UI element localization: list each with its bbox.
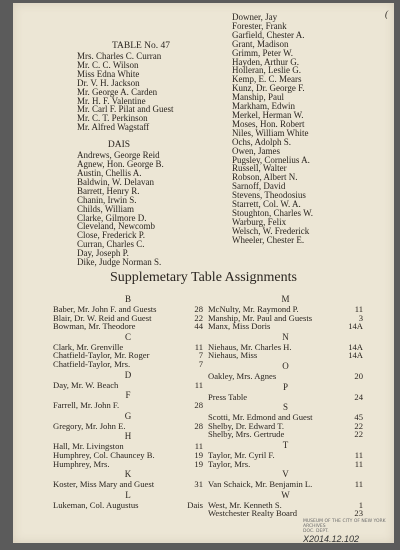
table-number: 22: [354, 420, 363, 431]
guest-name: Taylor, Mr. Cyril F.: [208, 449, 275, 460]
table-number: 45: [354, 412, 363, 423]
guest-name: Chatfield-Taylor, Mr. Roger: [53, 350, 150, 361]
guest-name: Mr. Alfred Wagstaff: [77, 122, 150, 133]
assignment-row: [53, 360, 203, 369]
guest-name: Holleran, Leslie G.: [232, 65, 301, 76]
assignment-row: [53, 401, 203, 410]
table-number: 11: [194, 441, 203, 452]
guest-name: Chanin, Irwin S.: [77, 194, 137, 205]
guest-name: Kemp, E. C. Mears: [232, 74, 302, 85]
guest-name: Chatfield-Taylor, Mrs.: [53, 358, 131, 369]
guest-name: Pugsley, Cornelius A.: [232, 154, 310, 165]
table-number: 22: [194, 312, 203, 323]
guest-name: Manx, Miss Doris: [208, 321, 271, 332]
guest-name: Farrell, Mr. John F.: [53, 400, 120, 411]
guest-name: Manship, Paul: [232, 92, 285, 103]
table-guest-list: [77, 52, 227, 132]
dais-guest-list: [77, 151, 227, 267]
guest-name: West, Mr. Kenneth S.: [208, 499, 282, 510]
guest-name: Stevens, Theodosius: [232, 190, 306, 201]
table-number: 11: [354, 304, 363, 314]
table-number: 24: [354, 391, 363, 402]
dais-guest-list-continued: [232, 13, 382, 245]
program-page: [13, 3, 394, 543]
guest-name: Mr. C. T. Perkinson: [77, 113, 148, 124]
guest-name: Agnew, Hon. George B.: [77, 159, 164, 170]
guest-name: Mrs. Charles C. Curran: [77, 51, 162, 61]
assignment-row: [208, 372, 363, 381]
guest-name: Westchester Realty Board: [208, 508, 298, 519]
guest-name: Manship, Mr. Paul and Guests: [208, 312, 313, 323]
guest-name: Niehaus, Mr. Charles H.: [208, 341, 292, 352]
guest-name: Press Table: [208, 391, 248, 402]
table-number: 7: [198, 350, 203, 361]
guest-name: Kunz, Dr. George F.: [232, 83, 305, 94]
table-number: 44: [194, 321, 203, 332]
guest-name: Mr. C. C. Wilson: [77, 59, 139, 70]
guest-name: Russell, Walter: [232, 163, 287, 174]
table-number: 11: [194, 379, 203, 390]
guest-name: Owen, James: [232, 145, 280, 156]
table-number: 20: [354, 370, 363, 381]
guest-name: Clark, Mr. Grenville: [53, 341, 124, 352]
table-number: 23: [354, 508, 363, 519]
table-number: 11: [354, 458, 363, 469]
guest-name: Starrett, Col. W. A.: [232, 199, 301, 210]
right-column: [232, 13, 382, 245]
assignment-row: [53, 381, 203, 390]
guest-name: Shelby, Dr. Edward T.: [208, 420, 284, 431]
alpha-letter-heading: L: [125, 489, 131, 500]
guest-name: Markham, Edwin: [232, 101, 295, 112]
guest-name: Scotti, Mr. Edmond and Guest: [208, 412, 313, 423]
guest-name: Baber, Mr. John F. and Guests: [53, 304, 157, 314]
table-number: 31: [194, 479, 203, 490]
guest-name: Shelby, Mrs. Gertrude: [208, 429, 285, 440]
table-number: 1: [358, 499, 363, 510]
guest-name: Wheeler, Chester E.: [232, 234, 305, 245]
guest-name: Day, Joseph P.: [77, 248, 129, 259]
table-number: 11: [354, 479, 363, 490]
supplementary-title: Supplemetary Table Assignments: [110, 270, 297, 285]
assignment-row: [208, 351, 363, 360]
guest-name: Hayden, Arthur G.: [232, 56, 299, 67]
archive-stamp: [303, 519, 393, 534]
table-number: 28: [194, 420, 203, 431]
guest-name: Barrett, Henry R.: [77, 185, 140, 196]
accession-number: X2014.12.102: [303, 534, 360, 544]
table-number: 11: [194, 341, 203, 352]
guest-name: Forester, Frank: [232, 20, 287, 31]
guest-name: McNulty, Mr. Raymond P.: [208, 304, 299, 314]
guest-name: Koster, Miss Mary and Guest: [53, 479, 155, 490]
guest-name: Robson, Albert N.: [232, 172, 298, 183]
table-number: 14A: [348, 321, 363, 332]
alpha-letter-heading: B: [124, 294, 131, 304]
supplementary-left-column: [53, 293, 203, 509]
assignment-row: [53, 501, 203, 510]
assignment-row: [53, 322, 203, 331]
table-header: TABLE No. 47: [111, 41, 171, 51]
alpha-letter-heading: P: [282, 381, 288, 392]
guest-name: Ochs, Adolph S.: [232, 136, 292, 147]
guest-name: Downer, Jay: [232, 12, 278, 22]
guest-name: Grant, Madison: [232, 38, 289, 49]
guest-name: Grimm, Peter W.: [232, 47, 293, 58]
guest-name: Curran, Charles C.: [77, 239, 145, 250]
table-number: 28: [194, 400, 203, 411]
alpha-letter-heading: G: [124, 410, 132, 421]
guest-name: Mr. Carl F. Pilat and Guest: [77, 104, 174, 115]
guest-name: Baldwin, W. Delavan: [77, 176, 154, 187]
guest-name: Stoughton, Charles W.: [232, 207, 314, 218]
assignment-row: [208, 509, 363, 518]
guest-name: Merkel, Herman W.: [232, 109, 304, 120]
table-number: 7: [198, 358, 203, 369]
left-column: [77, 13, 227, 267]
guest-name: Garfield, Chester A.: [232, 29, 305, 40]
alpha-letter-heading: K: [124, 469, 132, 480]
page-mark: (: [385, 9, 388, 19]
assignment-row: [53, 480, 203, 489]
table-number: 28: [194, 304, 203, 314]
guest-name: Humphrey, Col. Chauncey B.: [53, 449, 155, 460]
alpha-letter-heading: M: [281, 294, 290, 304]
alpha-letter-heading: W: [281, 489, 290, 500]
assignment-row: [208, 393, 363, 402]
guest-name: Day, Mr. W. Beach: [53, 379, 119, 390]
stamp-line: ARCHIVES: [303, 524, 326, 529]
guest-name: Sarnoff, David: [232, 181, 286, 192]
guest-name: Miss Edna White: [77, 68, 140, 79]
table-number: 11: [354, 449, 363, 460]
guest-name: Austin, Chellis A.: [77, 167, 142, 178]
guest-name: Bowman, Mr. Theodore: [53, 321, 136, 332]
alpha-letter-heading: O: [282, 360, 289, 371]
alpha-letter-heading: C: [124, 331, 131, 342]
table-number: 14A: [348, 341, 363, 352]
guest-name: Clarke, Gilmore D.: [77, 212, 147, 223]
guest-name: Warburg, Felix: [232, 216, 287, 227]
guest-name: Van Schaick, Mr. Benjamin L.: [208, 479, 313, 490]
assignment-row: [53, 422, 203, 431]
guest-name: Mr. H. F. Valentine: [77, 95, 146, 106]
supplementary-right-column: [208, 293, 363, 518]
alpha-letter-heading: T: [282, 439, 289, 450]
assignment-row: [53, 460, 203, 469]
table-number: 3: [358, 312, 363, 323]
table-number: Dais: [187, 499, 203, 510]
dais-header: DAIS: [107, 140, 131, 151]
guest-name: Mr. George A. Carden: [77, 86, 158, 97]
alpha-letter-heading: N: [282, 331, 289, 342]
guest-name: Dike, Judge Norman S.: [77, 257, 162, 268]
assignment-row: [208, 480, 363, 489]
guest-name: Hall, Mr. Livingston: [53, 441, 124, 452]
alpha-letter-heading: V: [282, 469, 289, 480]
table-number: 19: [194, 449, 203, 460]
assignment-row: [208, 430, 363, 439]
guest-name: Andrews, George Reid: [77, 150, 160, 161]
guest-name: Childs, William: [77, 203, 134, 214]
alpha-letter-heading: S: [282, 402, 288, 413]
guest-name: Lukeman, Col. Augustus: [53, 499, 139, 510]
guest-name: Humphrey, Mrs.: [53, 458, 110, 469]
guest-name: Oakley, Mrs. Agnes: [208, 370, 277, 381]
table-number: 14A: [348, 350, 363, 361]
alpha-letter-heading: D: [124, 369, 132, 380]
guest-name: Dr. V. H. Jackson: [77, 77, 140, 88]
guest-name: Niehaus, Miss: [208, 350, 258, 361]
assignment-row: [208, 322, 363, 331]
guest-name: Moses, Hon. Robert: [232, 118, 305, 129]
guest-name: Taylor, Mrs.: [208, 458, 251, 469]
guest-name: Blair, Dr. W. Reid and Guest: [53, 312, 152, 323]
guest-name: Close, Frederick P.: [77, 230, 145, 241]
guest-name: Niles, William White: [232, 127, 309, 138]
stamp-line: DOC. DEPT.: [303, 529, 329, 534]
stamp-line: MUSEUM OF THE CITY OF NEW YORK: [303, 519, 386, 524]
table-number: 19: [194, 458, 203, 469]
guest-name: Cleveland, Newcomb: [77, 221, 155, 232]
alpha-letter-heading: H: [124, 431, 132, 442]
assignment-row: [208, 460, 363, 469]
guest-name: Welsch, W. Frederick: [232, 225, 310, 236]
guest-name: Gregory, Mr. John E.: [53, 420, 126, 431]
table-number: 22: [354, 429, 363, 440]
alpha-letter-heading: F: [125, 390, 131, 401]
